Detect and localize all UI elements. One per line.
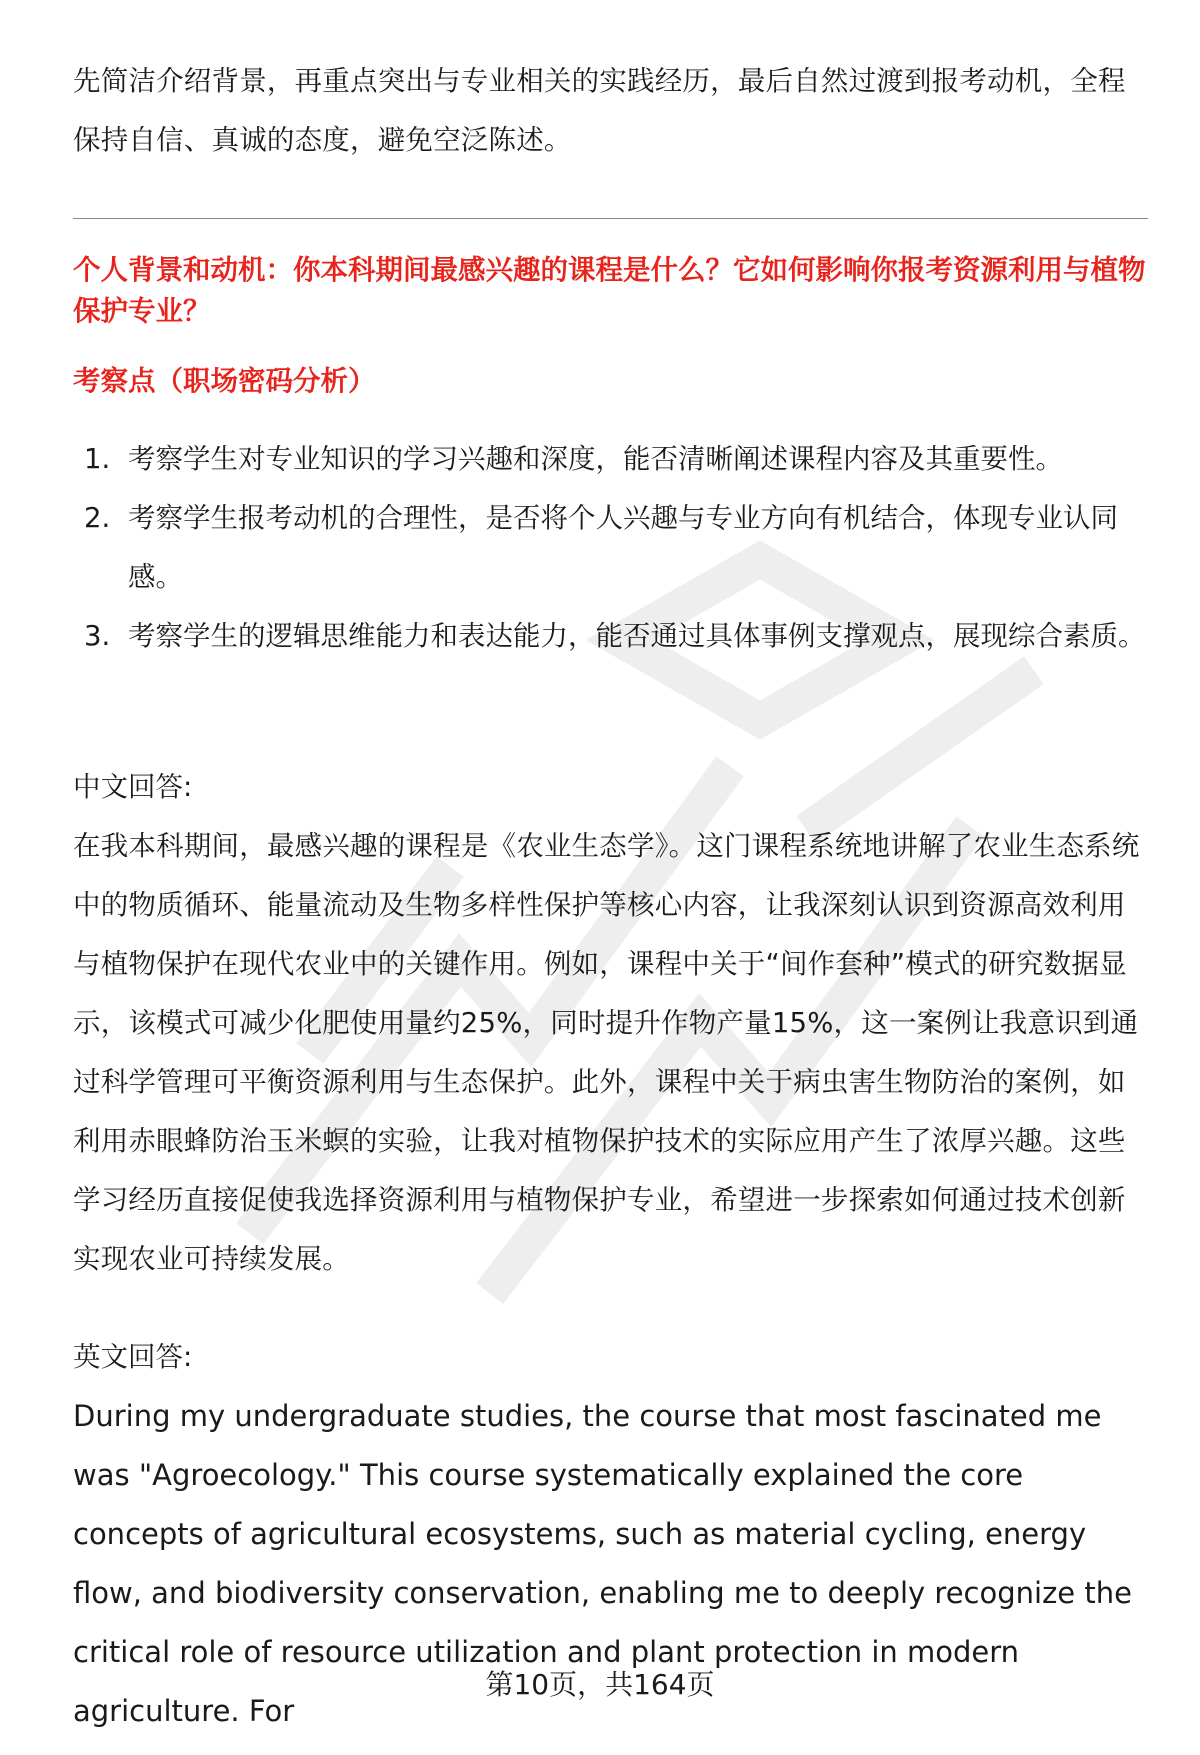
list-item [73, 489, 1148, 607]
chinese-answer-section [73, 758, 1148, 1289]
page-number-footer: 第10页，共164页 [485, 1668, 715, 1701]
english-answer-text: During my undergraduate studies, the course that most fascinated me was "Agroecology." This course systematically explained the core concepts of agricultural ecosystems, such as material cycling, energy flow, and biodiversity conservation, enabling me to deeply recognize the critical role of resource utilization and plant protection in modern agriculture. For [73, 1399, 1132, 1728]
page-content [73, 52, 1148, 170]
list-item [73, 430, 1148, 489]
assessment-subheading: 考察点（职场密码分析） [73, 365, 376, 397]
list-item-number: 2. [84, 502, 111, 534]
intro-paragraph: 先简洁介绍背景，再重点突出与专业相关的实践经历，最后自然过渡到报考动机，全程保持自信、真诚的态度，避免空泛陈述。 [73, 65, 1126, 156]
question-heading: 个人背景和动机：你本科期间最感兴趣的课程是什么？它如何影响你报考资源利用与植物保护专业？ [73, 254, 1146, 327]
list-item-text: 考察学生的逻辑思维能力和表达能力，能否通过具体事例支撑观点，展现综合素质。 [128, 620, 1146, 652]
section-divider [73, 218, 1148, 219]
english-answer-label: 英文回答: [73, 1341, 193, 1373]
list-item-number: 1. [84, 443, 111, 475]
chinese-answer-text: 在我本科期间，最感兴趣的课程是《农业生态学》。这门课程系统地讲解了农业生态系统中的物质循环、能量流动及生物多样性保护等核心内容，让我深刻认识到资源高效利用与植物保护在现代农业中的关键作用。例如，课程中关于“间作套种”模式的研究数据显示，该模式可减少化肥使用量约25%，同时提升作物产量15%，这一案例让我意识到通过科学管理可平衡资源利用与生态保护。此外，课程中关于病虫害生物防治的案例，如利用赤眼蜂防治玉米螟的实验，让我对植物保护技术的实际应用产生了浓厚兴趣。这些学习经历直接促使我选择资源利用与植物保护专业，希望进一步探索如何通过技术创新实现农业可持续发展。 [73, 830, 1140, 1275]
list-item [73, 607, 1148, 666]
list-item-text: 考察学生对专业知识的学习兴趣和深度，能否清晰阐述课程内容及其重要性。 [128, 443, 1063, 475]
list-item-number: 3. [84, 620, 111, 652]
chinese-answer-label: 中文回答: [73, 771, 193, 803]
assessment-points-list [73, 430, 1148, 666]
list-item-text: 考察学生报考动机的合理性，是否将个人兴趣与专业方向有机结合，体现专业认同感。 [128, 502, 1118, 593]
